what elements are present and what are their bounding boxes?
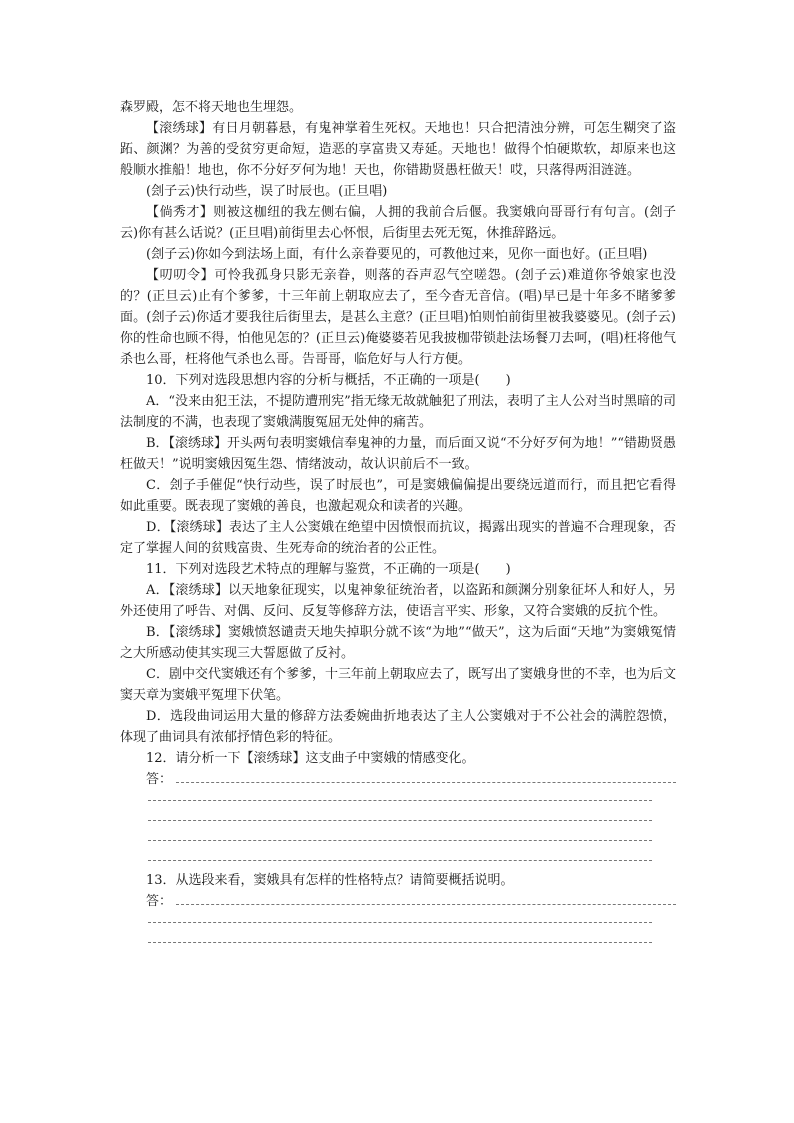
answer-dashed-line	[176, 782, 676, 783]
question-10-stem: 10．下列对选段思想内容的分析与概括，不正确的一项是( )	[146, 373, 511, 388]
answer-dashed-line	[148, 840, 652, 841]
question-13-answer-line[interactable]	[120, 891, 676, 912]
question-10-option-a: A．“没来由犯王法，不提防遭刑宪”指无缘无故就触犯了刑法，表明了主人公对当时黑暗的司法制度的不满，也表现了窦娥满腹冤屈无处伸的痛苦。	[120, 394, 676, 430]
question-12-answer-line[interactable]	[120, 810, 676, 830]
question-10-option-d: D．【滚绣球】表达了主人公窦娥在绝望中因愤恨而抗议，揭露出现实的普遍不合理现象，否定了掌握人间的贫贱富贵、生死寿命的统治者的公正性。	[120, 520, 676, 556]
question-12-answer-line[interactable]	[120, 850, 676, 870]
passage-paragraph: 森罗殿，怎不将天地也生埋怨。	[120, 100, 303, 115]
passage-paragraph: (刽子云)你如今到法场上面，有什么亲眷要见的，可教他过来，见你一面也好。(正旦唱)	[146, 247, 648, 262]
question-11-option-c: C．剧中交代窦娥还有个爹爹，十三年前上朝取应去了，既写出了窦娥身世的不幸，也为后文窦天章为窦娥平冤埋下伏笔。	[120, 667, 676, 703]
question-12-answer-line[interactable]	[120, 790, 676, 810]
answer-dashed-line	[148, 800, 652, 801]
question-13-stem: 13．从选段来看，窦娥具有怎样的性格特点？请简要概括说明。	[146, 873, 514, 888]
answer-dashed-line	[148, 922, 652, 923]
passage-paragraph: 【滚绣球】有日月朝暮悬，有鬼神掌着生死权。天地也！只合把清浊分辨，可怎生糊突了盗跖、颜渊？为善的受贫穷更命短，造恶的享富贵又寿延。天地也！做得个怕硬欺软，却原来也这般顺水推船！地也，你不分好歹何为地！天也，你错勘贤愚枉做天！哎，只落得两泪涟涟。	[120, 121, 676, 178]
answer-label: 答：	[146, 772, 173, 787]
passage-paragraph: (刽子云)快行动些，误了时辰也。(正旦唱)	[146, 184, 388, 199]
answer-dashed-line	[148, 860, 652, 861]
question-11-option-b: B．【滚绣球】窦娥愤怒谴责天地失掉职分就不该“为地”“做天”，这为后面“天地”为窦娥冤情之大所感动使其实现三大誓愿做了反衬。	[120, 625, 676, 661]
question-13-answer-line[interactable]	[120, 932, 676, 952]
question-11-stem: 11．下列对选段艺术特点的理解与鉴赏，不正确的一项是( )	[146, 562, 511, 577]
question-13-answer-line[interactable]	[120, 912, 676, 932]
question-10-option-c: C．刽子手催促“快行动些，误了时辰也”，可是窦娥偏偏提出要绕远道而行，而且把它看得如此重要。既表现了窦娥的善良，也激起观众和读者的兴趣。	[120, 478, 676, 514]
document-body	[120, 97, 676, 952]
question-12-answer-line[interactable]	[120, 830, 676, 850]
answer-dashed-line	[176, 904, 676, 905]
answer-dashed-line	[148, 820, 652, 821]
answer-dashed-line	[148, 942, 652, 943]
question-12-stem: 12．请分析一下【滚绣球】这支曲子中窦娥的情感变化。	[146, 751, 475, 766]
question-12-answer-line[interactable]	[120, 769, 676, 790]
question-11-option-d: D．选段曲词运用大量的修辞方法委婉曲折地表达了主人公窦娥对于不公社会的满腔怨愤，体现了曲词具有浓郁抒情色彩的特征。	[120, 709, 676, 745]
passage-paragraph: 【叨叨令】可怜我孤身只影无亲眷，则落的吞声忍气空嗟怨。(刽子云)难道你爷娘家也没的？(正旦云)止有个爹爹，十三年前上朝取应去了，至今杳无音信。(唱)早已是十年多不睹爹爹面。(刽子云)你适才要我往后街里去，是甚么主意？(正旦唱)怕则怕前街里被我婆婆见。(刽子云)你的性命也顾不得，怕他见怎的？(正旦云)俺婆婆若见我披枷带锁赴法场餐刀去呵，(唱)枉将他气杀也么哥，枉将他气杀也么哥。告哥哥，临危好与人行方便。	[120, 268, 676, 367]
question-10-option-b: B．【滚绣球】开头两句表明窦娥信奉鬼神的力量，而后面又说“不分好歹何为地！”“错勘贤愚枉做天！”说明窦娥因冤生怨、情绪波动，故认识前后不一致。	[120, 436, 676, 472]
passage-paragraph: 【倘秀才】则被这枷纽的我左侧右偏，人拥的我前合后偃。我窦娥向哥哥行有句言。(刽子云)你有甚么话说？(正旦唱)前街里去心怀恨，后街里去死无冤，休推辞路远。	[120, 205, 676, 241]
answer-label: 答：	[146, 894, 173, 909]
question-11-option-a: A．【滚绣球】以天地象征现实，以鬼神象征统治者，以盗跖和颜渊分别象征坏人和好人，另外还使用了呼告、对偶、反问、反复等修辞方法，使语言平实、形象，又符合窦娥的反抗个性。	[120, 583, 676, 619]
